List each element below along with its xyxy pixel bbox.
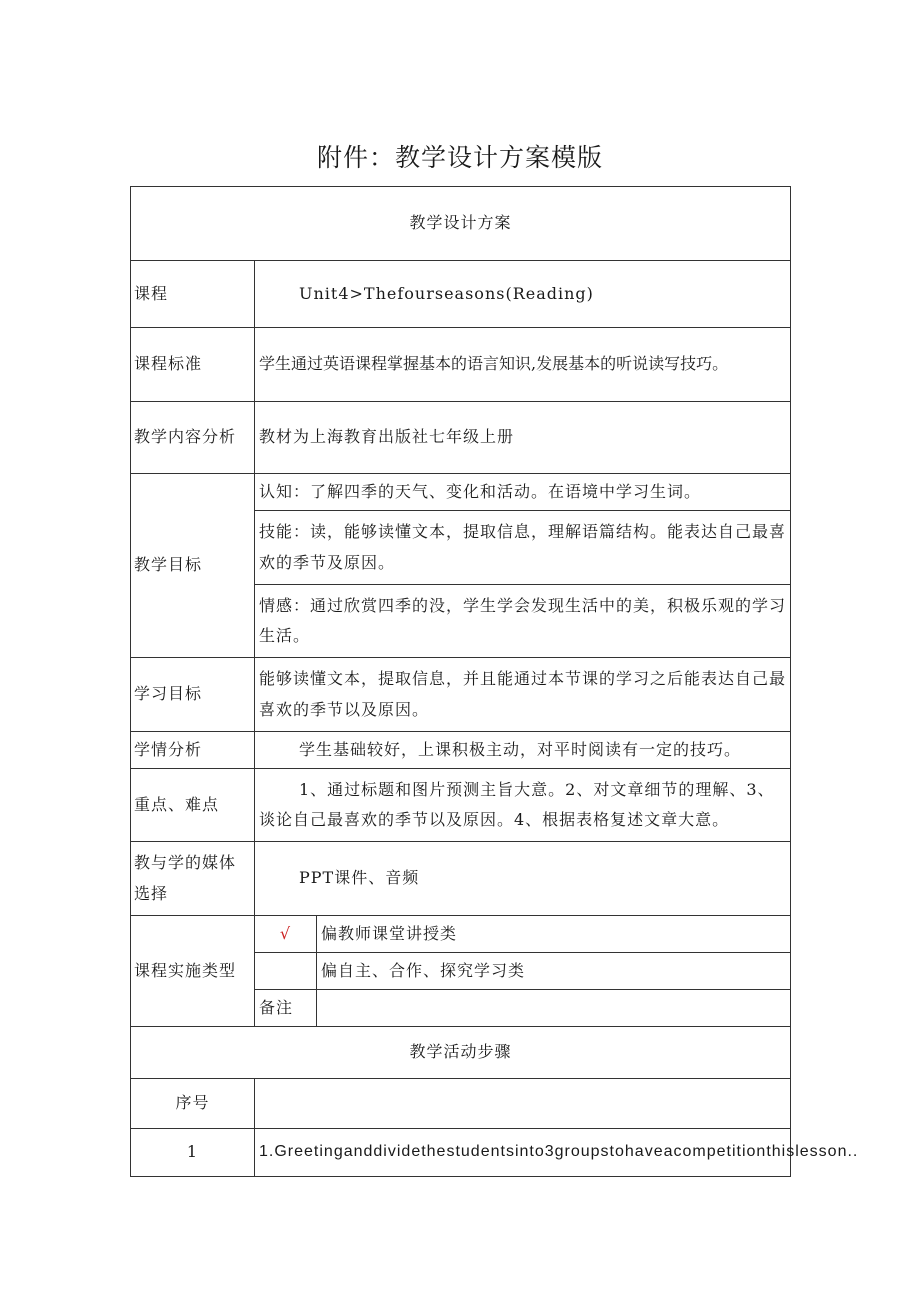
notes-value (317, 990, 791, 1027)
type-row-1 (131, 916, 791, 953)
goals-row-1 (131, 474, 791, 511)
goal-skill: 技能：读，能够读懂文本，提取信息，理解语篇结构。能表达自己最喜欢的季节及原因。 (255, 511, 791, 585)
notes-label: 备注 (255, 990, 317, 1027)
analysis-label: 学情分析 (131, 732, 255, 769)
type-check-empty (255, 953, 317, 990)
learning-goal-row (131, 658, 791, 732)
media-row (131, 842, 791, 916)
teaching-plan-table (130, 186, 859, 1177)
content-value: 教材为上海教育出版社七年级上册 (255, 402, 791, 474)
key-label: 重点、难点 (131, 769, 255, 842)
standard-row (131, 328, 791, 402)
media-value: PPT课件、音频 (255, 842, 791, 916)
type-option-teacher: 偏教师课堂讲授类 (317, 916, 791, 953)
course-label: 课程 (131, 261, 255, 328)
steps-header: 教学活动步骤 (131, 1027, 791, 1079)
table-header: 教学设计方案 (131, 187, 791, 261)
step-row (131, 1129, 791, 1177)
type-option-inquiry: 偏自主、合作、探究学习类 (317, 953, 791, 990)
content-row (131, 402, 791, 474)
analysis-value: 学生基础较好，上课积极主动，对平时阅读有一定的技巧。 (255, 732, 791, 769)
key-value: 1、通过标题和图片预测主旨大意。2、对文章细节的理解、3、谈论自己最喜欢的季节以及原因。4、根据表格复述文章大意。 (255, 769, 791, 842)
goals-label: 教学目标 (131, 474, 255, 658)
learning-goal-value: 能够读懂文本，提取信息，并且能通过本节课的学习之后能表达自己最喜欢的季节以及原因。 (255, 658, 791, 732)
standard-value: 学生通过英语课程掌握基本的语言知识,发展基本的听说读写技巧。 (255, 328, 791, 402)
goal-emotion: 情感：通过欣赏四季的没，学生学会发现生活中的美，积极乐观的学习生活。 (255, 585, 791, 658)
media-label: 教与学的媒体选择 (131, 842, 255, 916)
seq-header-value (255, 1079, 791, 1129)
step-number: 1 (131, 1129, 255, 1177)
type-label: 课程实施类型 (131, 916, 255, 1027)
steps-header-row (131, 1027, 791, 1079)
standard-label: 课程标准 (131, 328, 255, 402)
learning-goal-label: 学习目标 (131, 658, 255, 732)
content-label: 教学内容分析 (131, 402, 255, 474)
seq-header-row (131, 1079, 791, 1129)
step-text: 1.Greetinganddividethestudentsinto3groupstohaveacompetitionthislesson.. (255, 1129, 791, 1177)
seq-label: 序号 (131, 1079, 255, 1129)
course-value: Unit4>Thefourseasons(Reading) (255, 261, 791, 328)
table-header-row (131, 187, 791, 261)
analysis-row (131, 732, 791, 769)
course-row (131, 261, 791, 328)
check-mark: √ (255, 916, 317, 953)
key-row (131, 769, 791, 842)
goal-cognitive: 认知：了解四季的天气、变化和活动。在语境中学习生词。 (255, 474, 791, 511)
page-title: 附件：教学设计方案模版 (316, 143, 603, 172)
